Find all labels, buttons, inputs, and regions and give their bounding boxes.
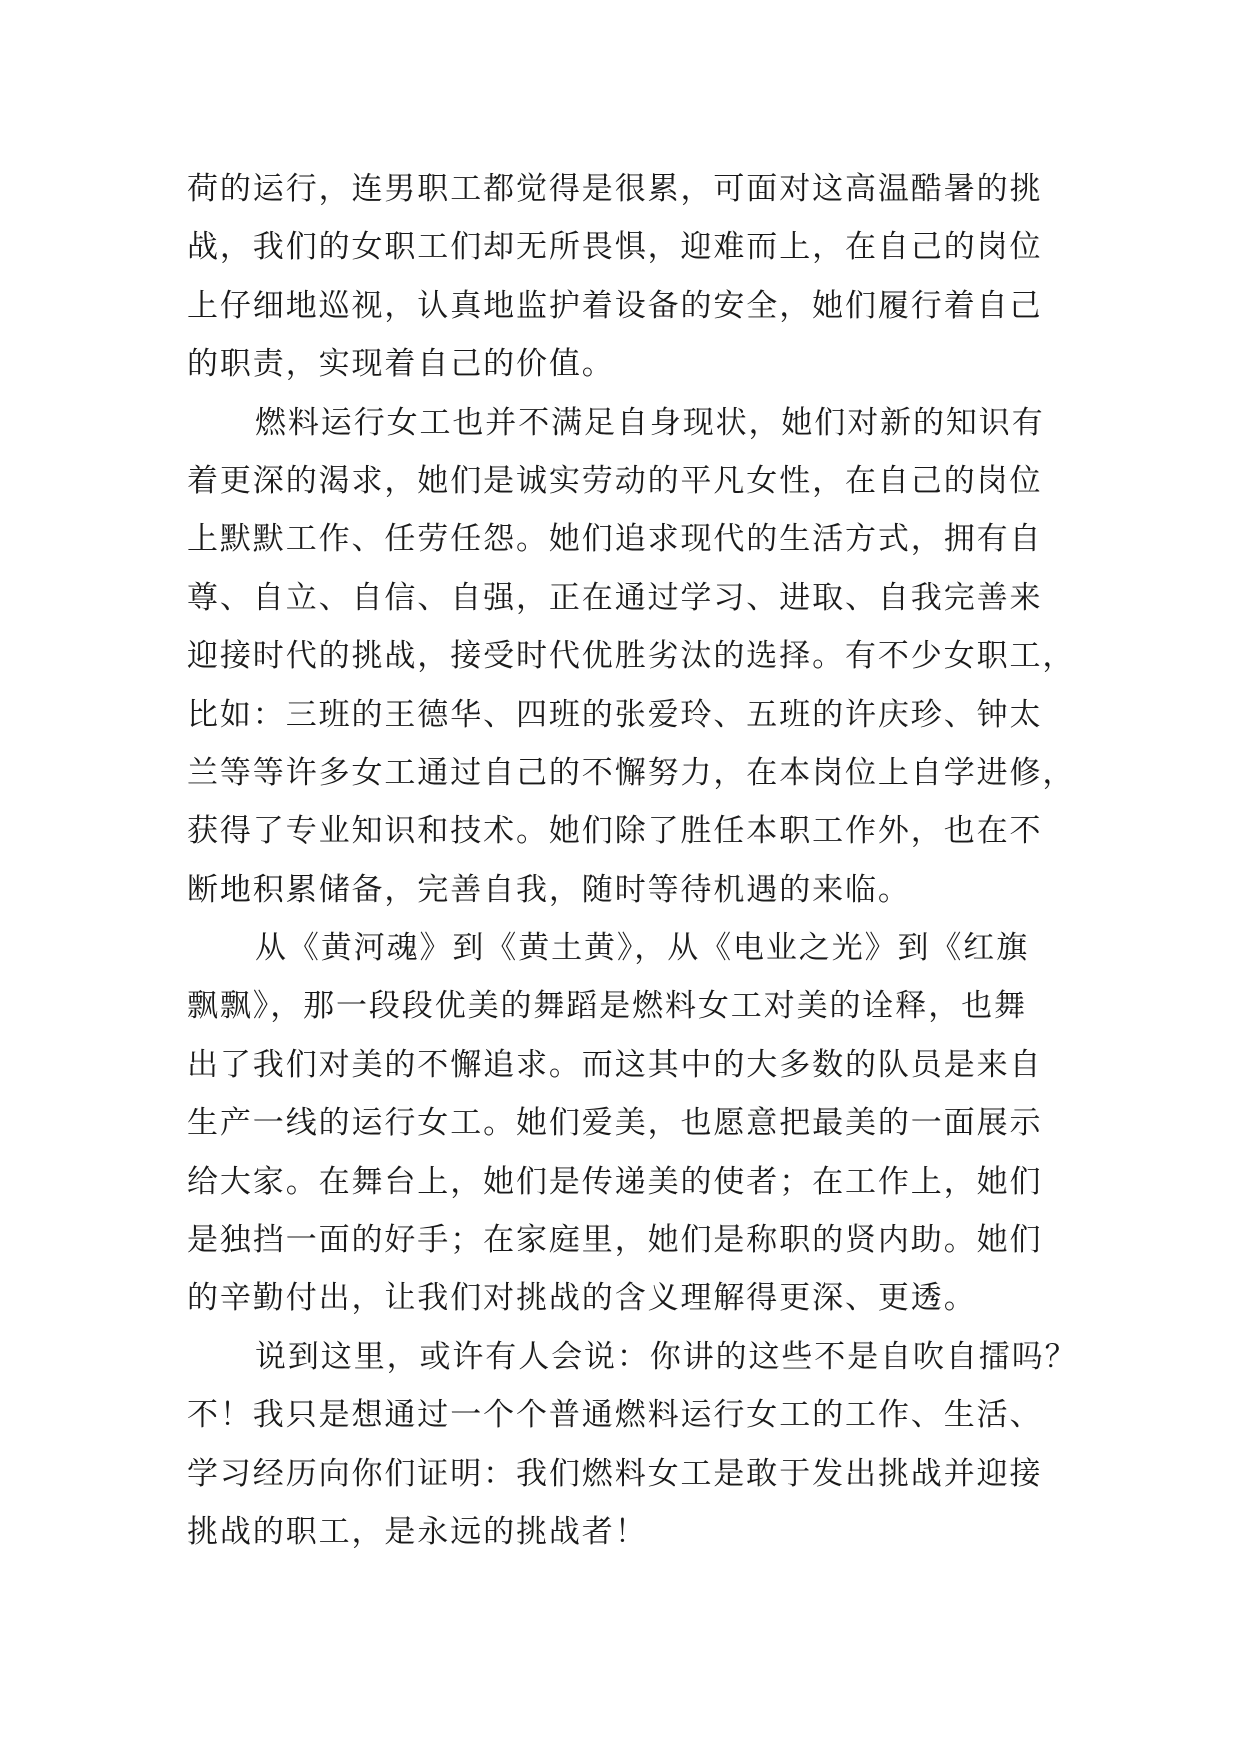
text-line: 是独挡一面的好手；在家庭里，她们是称职的贤内助。她们: [187, 1222, 1043, 1259]
paragraph-3: [187, 919, 1067, 1328]
text-line: 不！我只是想通过一个个普通燃料运行女工的工作、生活、: [187, 1397, 1043, 1434]
text-line: 出了我们对美的不懈追求。而这其中的大多数的队员是来自: [187, 1046, 1043, 1083]
text-line: 比如：三班的王德华、四班的张爱玲、五班的许庆珍、钟太: [187, 696, 1043, 733]
text-line: 上仔细地巡视，认真地监护着设备的安全，她们履行着自己: [187, 287, 1043, 324]
text-line: 战，我们的女职工们却无所畏惧，迎难而上，在自己的岗位: [187, 229, 1043, 266]
document-body: [187, 160, 1078, 1561]
text-line: 尊、自立、自信、自强，正在通过学习、进取、自我完善来: [187, 579, 1043, 616]
text-line: 荷的运行，连男职工都觉得是很累，可面对这高温酷暑的挑: [187, 171, 1043, 207]
paragraph-4: [187, 1328, 1078, 1562]
text-line: 上默默工作、任劳任怨。她们追求现代的生活方式，拥有自: [187, 521, 1043, 558]
text-line: 迎接时代的挑战，接受时代优胜劣汰的选择。有不少女职工，: [187, 638, 1076, 675]
text-line: 给大家。在舞台上，她们是传递美的使者；在工作上，她们: [187, 1163, 1043, 1200]
text-line: 飘飘》，那一段段优美的舞蹈是燃料女工对美的诠释，也舞: [187, 988, 1027, 1025]
text-line: 断地积累储备，完善自我，随时等待机遇的来临。: [187, 871, 911, 908]
text-line: 着更深的渴求，她们是诚实劳动的平凡女性，在自己的岗位: [187, 462, 1043, 499]
text-line: 挑战的职工，是永远的挑战者！: [187, 1513, 648, 1550]
paragraph-2: [187, 394, 1076, 920]
text-line: 的职责，实现着自己的价值。: [187, 346, 615, 383]
text-line: 兰等等许多女工通过自己的不懈努力，在本岗位上自学进修，: [187, 754, 1076, 791]
text-line: 学习经历向你们证明：我们燃料女工是敢于发出挑战并迎接: [187, 1455, 1043, 1492]
text-line: 从《黄河魂》到《黄土黄》，从《电业之光》到《红旗: [255, 930, 1030, 967]
text-line: 燃料运行女工也并不满足自身现状，她们对新的知识有: [255, 404, 1045, 441]
text-line: 的辛勤付出，让我们对挑战的含义理解得更深、更透。: [187, 1280, 977, 1317]
text-line: 获得了专业知识和技术。她们除了胜任本职工作外，也在不: [187, 813, 1043, 850]
text-line: 说到这里，或许有人会说：你讲的这些不是自吹自擂吗？: [255, 1338, 1078, 1375]
paragraph-1: [187, 160, 1067, 394]
text-line: 生产一线的运行女工。她们爱美，也愿意把最美的一面展示: [187, 1105, 1043, 1142]
